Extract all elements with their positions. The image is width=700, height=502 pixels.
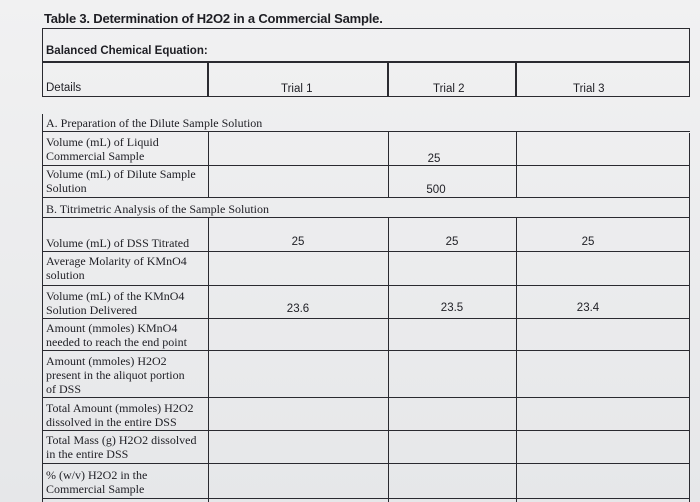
kmno4-mmol-label-2: needed to reach the end point <box>46 335 187 349</box>
percent-label-2: Commercial Sample <box>46 482 145 496</box>
total-mass-label-2: in the entire DSS <box>46 447 129 461</box>
equation-label: Balanced Chemical Equation: <box>46 45 208 57</box>
section-a-heading: A. Preparation of the Dilute Sample Solution <box>46 116 263 130</box>
kmno4-vol-trial2: 23.5 <box>440 302 464 314</box>
percent-label-1: % (w/v) H2O2 in the <box>46 468 148 482</box>
table-title: Table 3. Determination of H2O2 in a Commercial Sample. <box>44 11 383 26</box>
molarity-label-2: solution <box>46 268 85 282</box>
total-amount-label-1: Total Amount (mmoles) H2O2 <box>46 401 194 415</box>
kmno4-mmol-label-1: Amount (mmoles) KMnO4 <box>46 321 178 335</box>
dilute-value: 500 <box>426 184 446 196</box>
header-details: Details <box>46 82 82 94</box>
dilute-label-1: Volume (mL) of Dilute Sample <box>46 167 196 181</box>
liquid-label-2: Commercial Sample <box>46 149 145 163</box>
total-mass-label-1: Total Mass (g) H2O2 dissolved <box>46 433 197 447</box>
dss-trial2: 25 <box>445 236 459 248</box>
header-trial2: Trial 2 <box>433 83 465 95</box>
dss-trial3: 25 <box>581 236 595 248</box>
kmno4-vol-trial1: 23.6 <box>286 303 310 315</box>
kmno4-vol-trial3: 23.4 <box>576 302 600 314</box>
h2o2-aliquot-label-3: of DSS <box>46 382 82 396</box>
header-trial3: Trial 3 <box>573 83 605 95</box>
header-trial1: Trial 1 <box>281 83 313 95</box>
kmno4-vol-label-1: Volume (mL) of the KMnO4 <box>46 289 185 303</box>
liquid-label-1: Volume (mL) of Liquid <box>46 135 159 149</box>
h2o2-aliquot-label-1: Amount (mmoles) H2O2 <box>46 354 167 368</box>
dss-label: Volume (mL) of DSS Titrated <box>46 236 190 250</box>
dilute-label-2: Solution <box>46 181 87 195</box>
molarity-label-1: Average Molarity of KMnO4 <box>46 254 187 268</box>
liquid-value: 25 <box>427 153 441 165</box>
total-amount-label-2: dissolved in the entire DSS <box>46 415 177 429</box>
dss-trial1: 25 <box>291 236 305 248</box>
section-b-heading: B. Titrimetric Analysis of the Sample Solution <box>46 202 270 216</box>
h2o2-aliquot-label-2: present in the aliquot portion <box>46 368 185 382</box>
kmno4-vol-label-2: Solution Delivered <box>46 303 137 317</box>
